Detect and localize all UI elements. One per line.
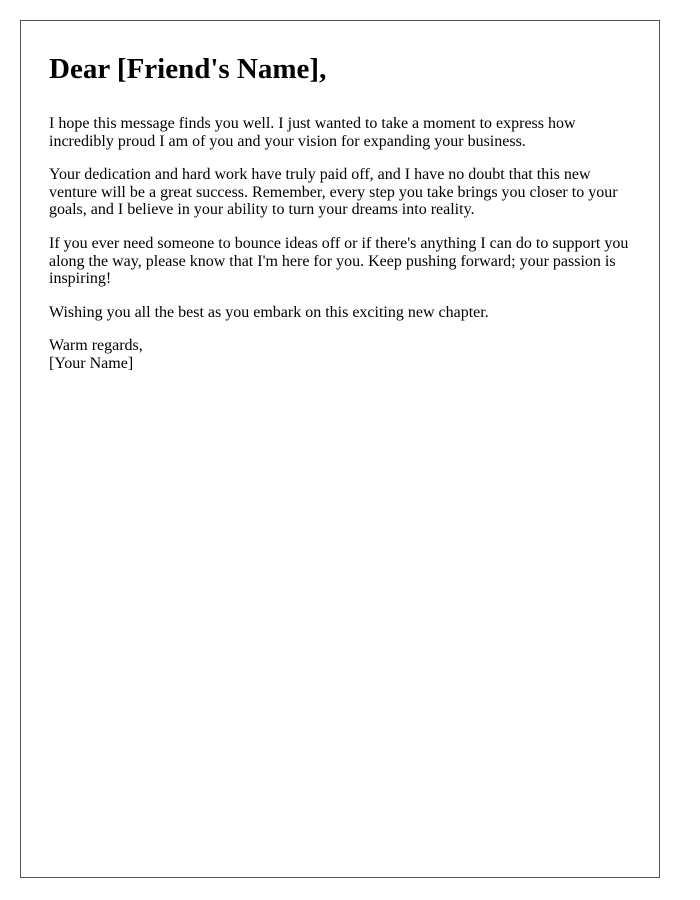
letter-paragraph-3: If you ever need someone to bounce ideas off or if there's anything I can do to support you along the way, please know that I'm here for you. Keep pushing forward; your passion is inspiring! xyxy=(49,234,629,288)
letter-signature: [Your Name] xyxy=(49,354,134,372)
letter-closing: Warm regards, xyxy=(49,337,143,355)
letter-paragraph-4: Wishing you all the best as you embark on this exciting new chapter. xyxy=(49,303,489,321)
letter-signoff xyxy=(49,337,639,372)
letter-paragraph-1: I hope this message finds you well. I just wanted to take a moment to express how incredibly proud I am of you and your vision for expanding your business. xyxy=(49,115,576,150)
letter-body xyxy=(49,51,639,373)
letter-greeting: Dear [Friend's Name], xyxy=(49,53,327,85)
letter-page xyxy=(20,20,660,878)
letter-paragraph-2: Your dedication and hard work have truly paid off, and I have no doubt that this new venture will be a great success. Remember, every step you take brings you closer to your goals, and I believe in your ability to turn your dreams into reality. xyxy=(49,166,618,219)
